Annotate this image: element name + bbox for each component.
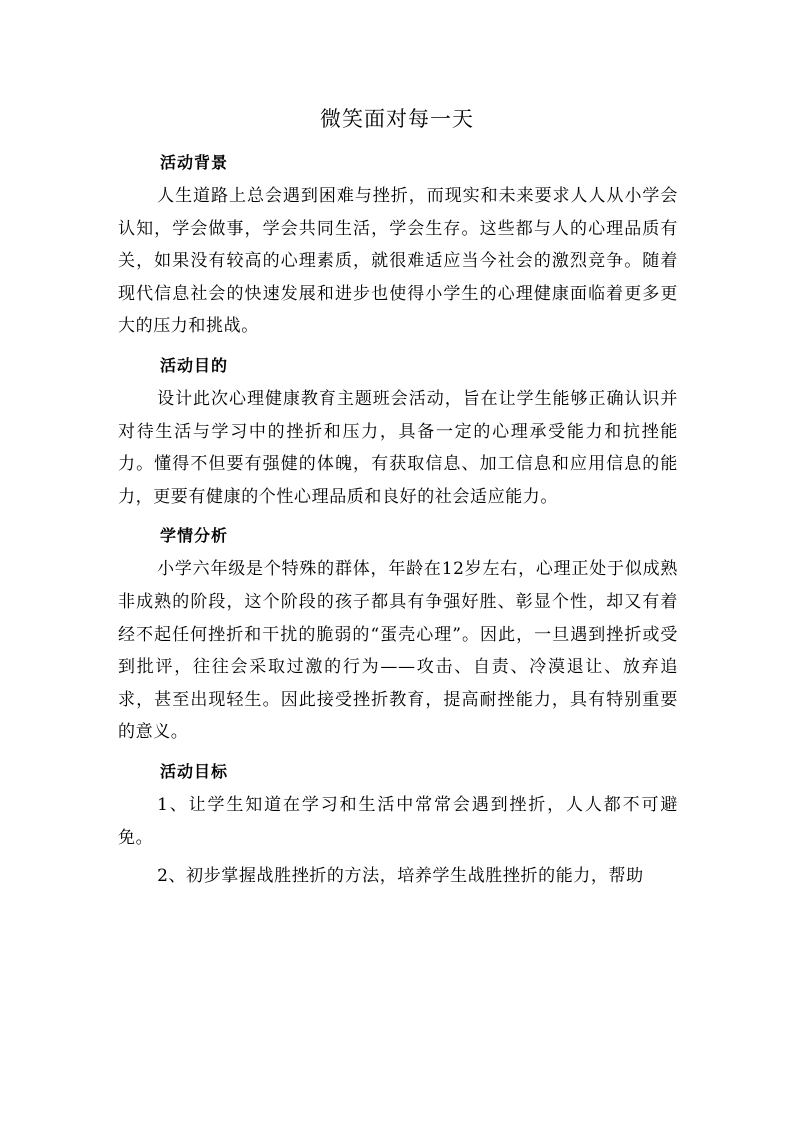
section-heading-goals: 活动目标 — [160, 761, 229, 781]
paragraph-goal-2: 2、初步掌握战胜挫折的方法，培养学生战胜挫折的能力，帮助 — [157, 866, 644, 887]
paragraph-purpose: 设计此次心理健康教育主题班会活动，旨在让学生能够正确认识并对待生活与学习中的挫折和压力，具备一定的心理承受能力和抗挫能力。懂得不但要有强健的体魄，有获取信息、加工信息和应用信息的能力，更要有健康的个性心理品质和良好的社会适应能力。 — [118, 388, 678, 507]
section-heading-background: 活动背景 — [160, 153, 229, 172]
document-body — [118, 146, 678, 893]
document-title: 微笑面对每一天 — [320, 107, 474, 131]
section-heading-purpose: 活动目的 — [160, 355, 229, 375]
section-heading-analysis: 学情分析 — [160, 526, 229, 546]
paragraph-background: 人生道路上总会遇到困难与挫折，而现实和未来要求人人从小学会认知，学会做事，学会共同生活，学会生存。这些都与人的心理品质有关，如果没有较高的心理素质，就很难适应当今社会的激烈竞争。随着现代信息社会的快速发展和进步也使得小学生的心理健康面临着更多更大的压力和挑战。 — [118, 186, 678, 337]
paragraph-goal-1: 1、让学生知道在学习和生活中常常会遇到挫折，人人都不可避免。 — [118, 794, 678, 848]
paragraph-analysis: 小学六年级是个特殊的群体，年龄在12岁左右，心理正处于似成熟非成熟的阶段，这个阶段的孩子都具有争强好胜、彰显个性，却又有着经不起任何挫折和干扰的脆弱的“蛋壳心理”。因此，一旦遇到挫折或受到批评，往往会采取过激的行为——攻击、自责、冷漠退让、放弃追求，甚至出现轻生。因此接受挫折教育，提高耐挫能力，具有特别重要的意义。 — [118, 559, 678, 743]
